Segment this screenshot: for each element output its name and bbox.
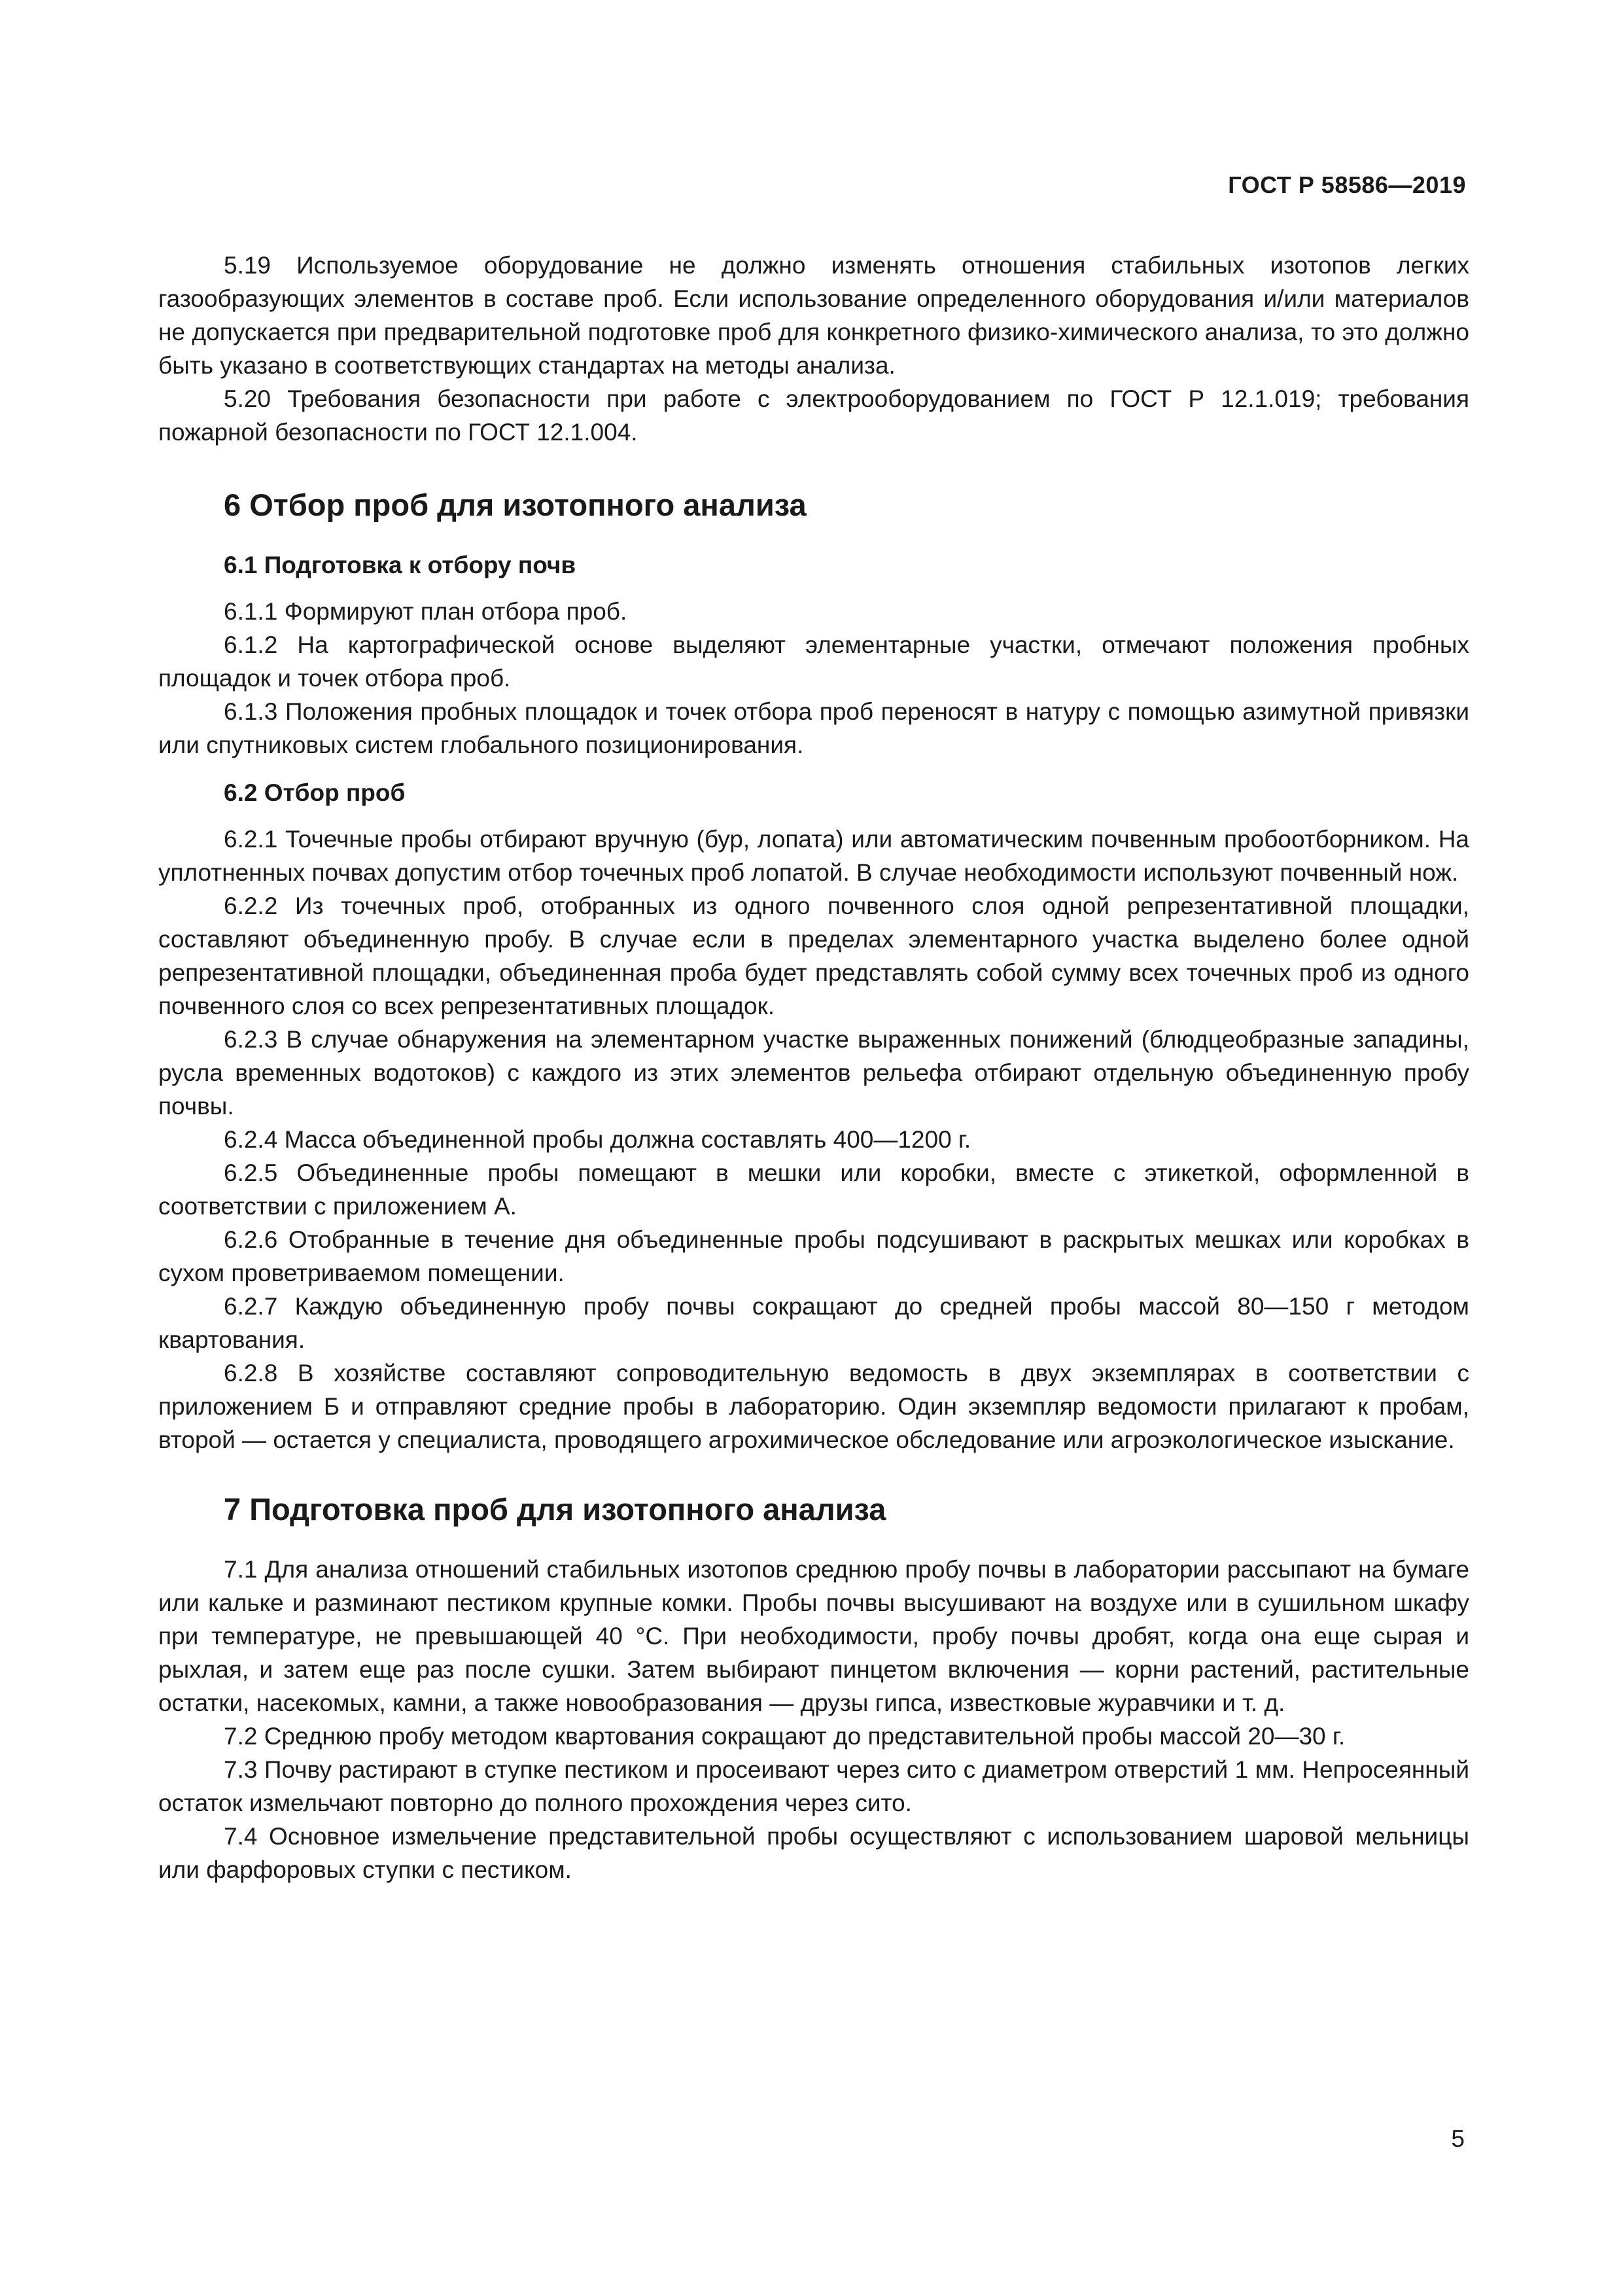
document-body — [158, 249, 1469, 1886]
document-code-header: ГОСТ Р 58586—2019 — [1228, 171, 1466, 198]
paragraph-6-2-1: 6.2.1 Точечные пробы отбирают вручную (бур, лопата) или автоматическим почвенным пробоотборником. На уплотненных почвах допустим отбор точечных проб лопатой. В случае необходимости используют почвенный нож. — [158, 826, 1469, 886]
section-6-heading: 6 Отбор проб для изотопного анализа — [224, 487, 807, 522]
paragraph-5-19: 5.19 Используемое оборудование не должно изменять отношения стабильных изотопов легких газообразующих элементов в составе проб. Если использование определенного оборудования и/или материалов не допускается при предварительной подготовке проб для конкретного физико-химического анализа, то это должно быть указано в соответствующих стандартах на методы анализа. — [158, 252, 1469, 379]
paragraph-5-20: 5.20 Требования безопасности при работе с электрооборудованием по ГОСТ Р 12.1.019; требования пожарной безопасности по ГОСТ 12.1.004. — [158, 385, 1469, 446]
paragraph-6-2-6: 6.2.6 Отобранные в течение дня объединенные пробы подсушивают в раскрытых мешках или коробках в сухом проветриваемом помещении. — [158, 1226, 1469, 1286]
paragraph-6-2-3: 6.2.3 В случае обнаружения на элементарном участке выраженных понижений (блюдцеобразные западины, русла временных водотоков) с каждого из этих элементов рельефа отбирают отдельную объединенную пробу почвы. — [158, 1026, 1469, 1120]
subsection-6-1-heading: 6.1 Подготовка к отбору почв — [224, 552, 576, 578]
paragraph-6-1-2: 6.1.2 На картографической основе выделяют элементарные участки, отмечают положения пробных площадок и точек отбора проб. — [158, 631, 1469, 692]
paragraph-6-2-2: 6.2.2 Из точечных проб, отобранных из одного почвенного слоя одной репрезентативной площадки, составляют объединенную пробу. В случае если в пределах элементарного участка выделено более одной репрезентативной площадки, объединенная проба будет представлять собой сумму всех точечных проб из одного почвенного слоя со всех репрезентативных площадок. — [158, 892, 1469, 1019]
paragraph-6-2-7: 6.2.7 Каждую объединенную пробу почвы сокращают до средней пробы массой 80—150 г методом квартования. — [158, 1293, 1469, 1353]
paragraph-6-1-1: 6.1.1 Формируют план отбора проб. — [224, 598, 627, 625]
paragraph-7-1: 7.1 Для анализа отношений стабильных изотопов среднюю пробу почвы в лаборатории рассыпают на бумаге или кальке и разминают пестиком крупные комки. Пробы почвы высушивают на воздухе или в сушильном шкафу при температуре, не превышающей 40 °С. При необходимости, пробу почвы дробят, когда она еще сырая и рыхлая, и затем еще раз после сушки. Затем выбирают пинцетом включения — корни растений, растительные остатки, насекомых, камни, а также новообразования — друзы гипса, известковые журавчики и т. д. — [158, 1556, 1469, 1716]
subsection-6-2-heading: 6.2 Отбор проб — [224, 779, 406, 806]
paragraph-7-2: 7.2 Среднюю пробу методом квартования сокращают до представительной пробы массой 20—30 г. — [224, 1723, 1346, 1750]
paragraph-6-2-5: 6.2.5 Объединенные пробы помещают в мешки или коробки, вместе с этикеткой, оформленной в соответствии с приложением А. — [158, 1159, 1469, 1220]
paragraph-6-1-3: 6.1.3 Положения пробных площадок и точек отбора проб переносят в натуру с помощью азимутной привязки или спутниковых систем глобального позиционирования. — [158, 698, 1469, 758]
paragraph-7-4: 7.4 Основное измельчение представительной пробы осуществляют с использованием шаровой мельницы или фарфоровых ступки с пестиком. — [158, 1823, 1469, 1883]
page-number: 5 — [1451, 2125, 1465, 2152]
paragraph-7-3: 7.3 Почву растирают в ступке пестиком и просеивают через сито с диаметром отверстий 1 мм. Непросеянный остаток измельчают повторно до полного прохождения через сито. — [158, 1756, 1469, 1816]
paragraph-6-2-8: 6.2.8 В хозяйстве составляют сопроводительную ведомость в двух экземплярах в соответствии с приложением Б и отправляют средние пробы в лабораторию. Один экземпляр ведомости прилагают к пробам, второй — остается у специалиста, проводящего агрохимическое обследование или агроэкологическое изыскание. — [158, 1360, 1469, 1453]
paragraph-6-2-4: 6.2.4 Масса объединенной пробы должна составлять 400—1200 г. — [224, 1126, 971, 1153]
section-7-heading: 7 Подготовка проб для изотопного анализа — [224, 1492, 886, 1527]
